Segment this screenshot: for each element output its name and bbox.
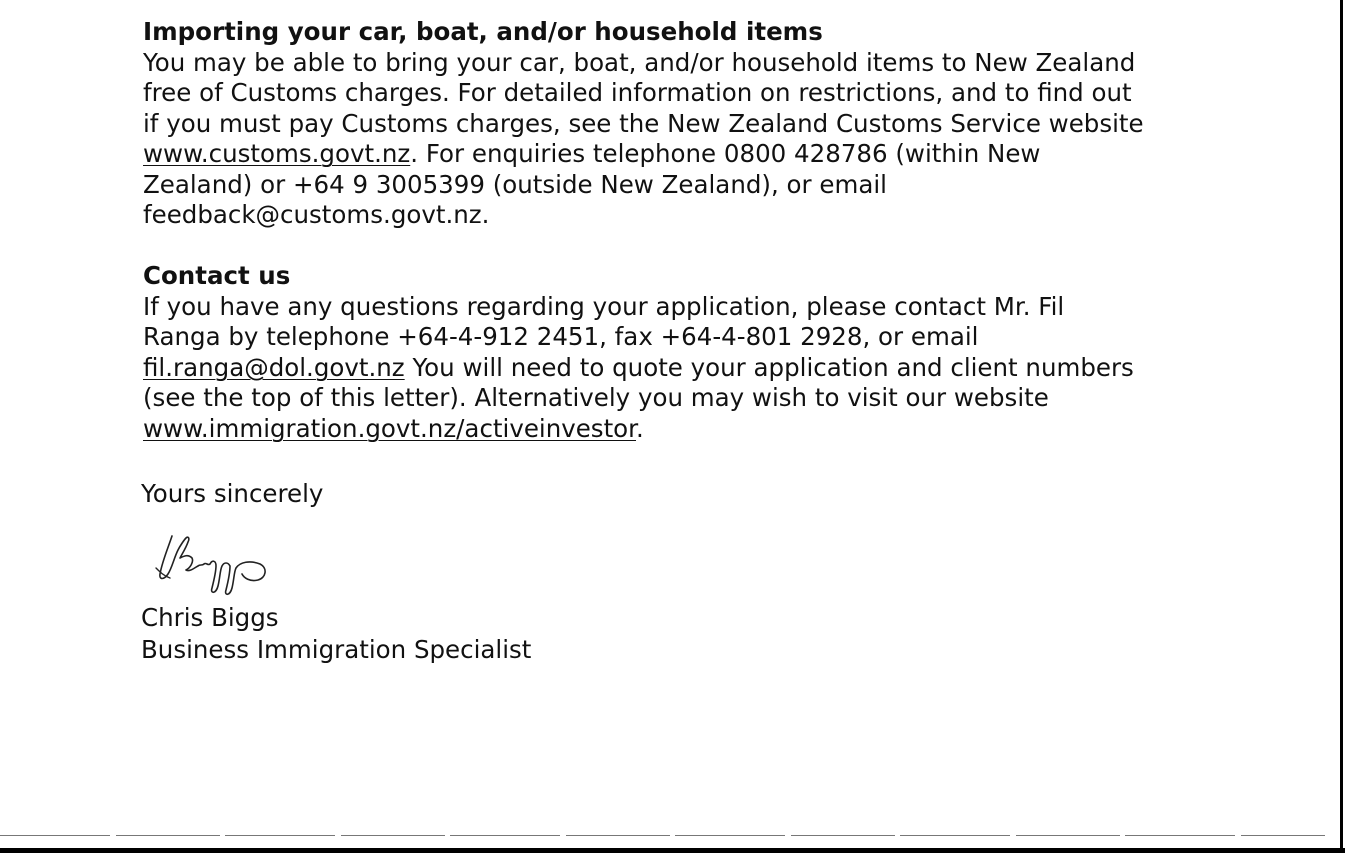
customs-line-3: if you must pay Customs charges, see the New Zealand Customs Service website — [143, 108, 1144, 138]
salutation: Yours sincerely — [141, 479, 324, 508]
customs-line-4-text: . For enquiries telephone 0800 428786 (within New — [410, 139, 1041, 168]
customs-website-link[interactable]: www.customs.govt.nz — [143, 139, 411, 168]
signatory-name: Chris Biggs — [141, 603, 279, 632]
customs-line-5: Zealand) or +64 9 3005399 (outside New Zealand), or email — [143, 169, 887, 199]
customs-line-1: You may be able to bring your car, boat, and/or household items to New Zealand — [143, 47, 1136, 77]
contact-heading: Contact us — [143, 261, 291, 290]
scan-artifact-line — [0, 835, 1325, 836]
customs-line-2: free of Customs charges. For detailed information on restrictions, and to find out — [143, 78, 1132, 107]
immigration-website-link[interactable]: www.immigration.govt.nz/activeinvestor — [143, 413, 636, 443]
contact-line-5 — [143, 414, 1203, 445]
customs-section — [143, 17, 1203, 231]
contact-line-2: Ranga by telephone +64-4-912 2451, fax +64-4-801 2928, or email — [143, 322, 979, 351]
customs-line-6: feedback@customs.govt.nz. — [143, 200, 490, 229]
contact-section — [143, 261, 1203, 444]
customs-line-4 — [143, 139, 1203, 170]
contact-line-1: If you have any questions regarding your application, please contact Mr. Fil — [143, 291, 1065, 321]
contact-line-3-text: You will need to quote your application and client numbers — [404, 352, 1134, 382]
page-edge-right — [1340, 0, 1343, 853]
handwritten-signature-icon — [150, 528, 280, 598]
contact-line-3 — [143, 353, 1203, 384]
page-edge-bottom — [0, 848, 1345, 853]
contact-line-4: (see the top of this letter). Alternatively you may wish to visit our website — [143, 383, 1049, 412]
contact-line-5-text: . — [636, 413, 644, 443]
customs-heading: Importing your car, boat, and/or household items — [143, 17, 823, 46]
contact-email-link[interactable]: fil.ranga@dol.govt.nz — [143, 352, 405, 382]
signatory-block — [141, 602, 531, 666]
signatory-title: Business Immigration Specialist — [141, 635, 532, 664]
